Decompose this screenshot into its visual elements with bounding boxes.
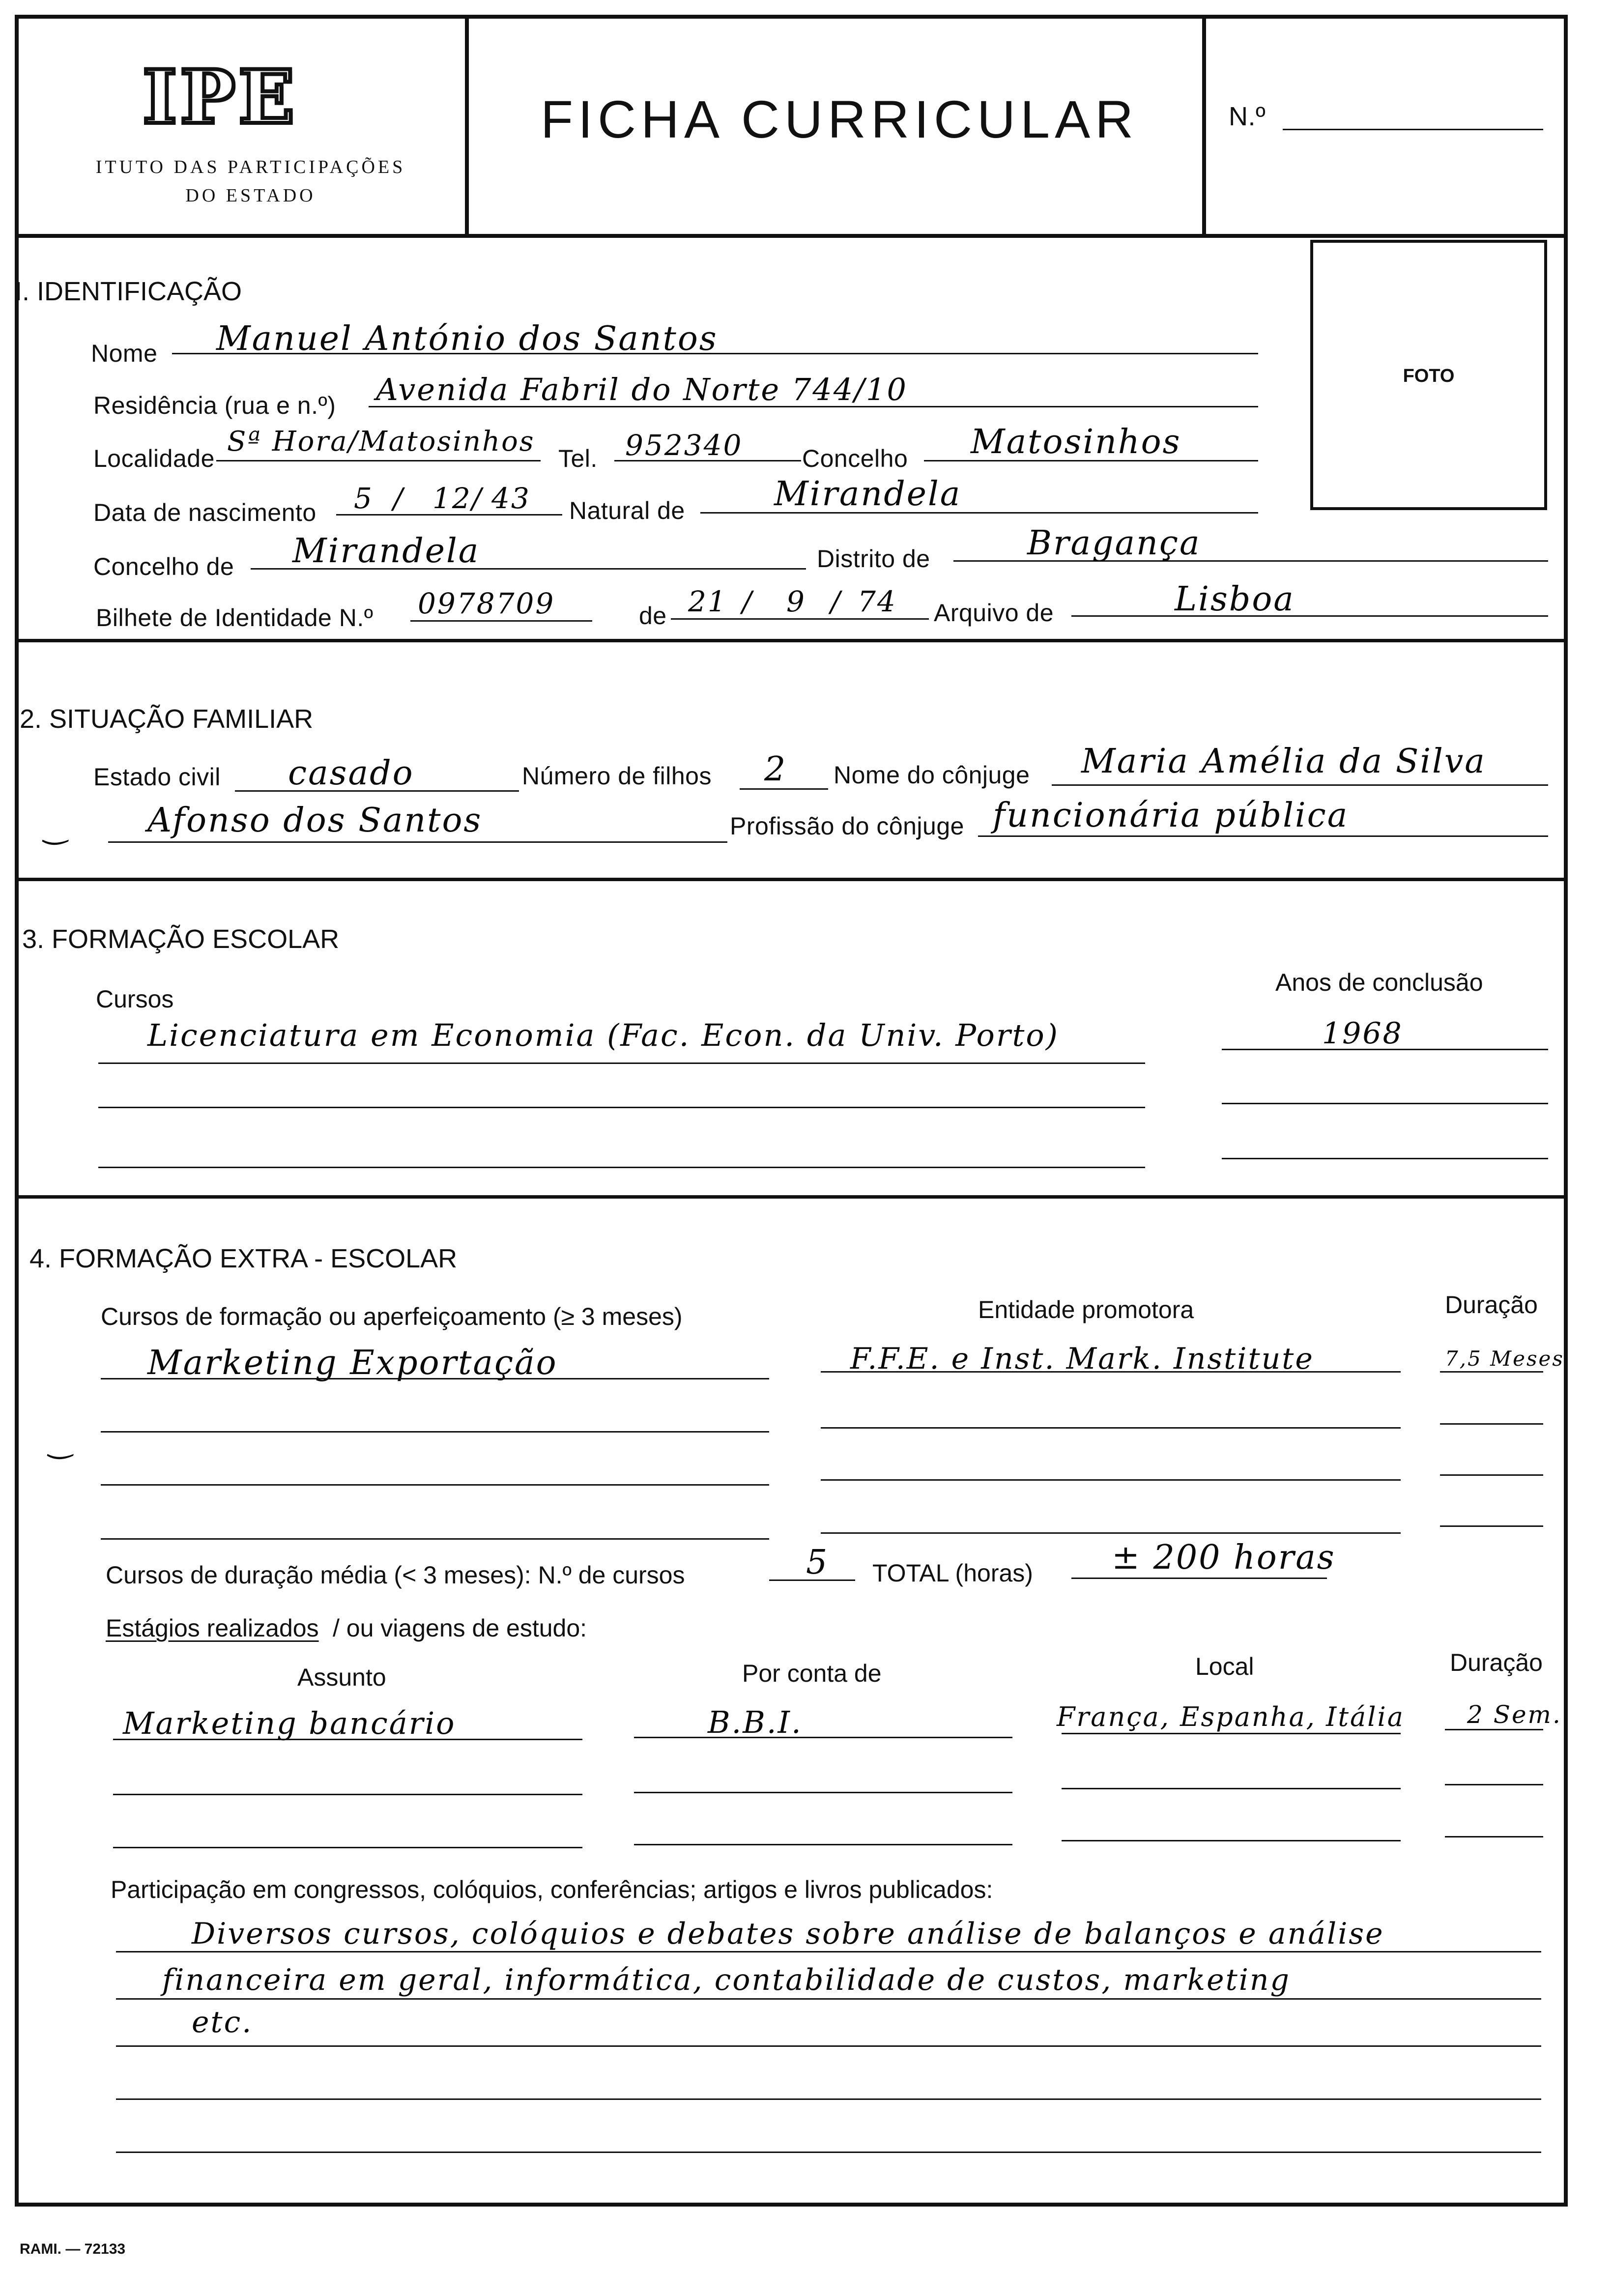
bi-slash-1: / [742,585,753,618]
porconta-line-3 [634,1844,1012,1845]
form-code: RAMI. — 72133 [20,2241,126,2257]
photo-box [1310,240,1547,510]
conjuge-value-2: Afonso dos Santos [147,801,483,840]
curso-escolar-line-1 [98,1062,1145,1064]
header-bottom-rule [15,234,1568,238]
porconta-line-2 [634,1792,1012,1793]
number-label: N.º [1229,102,1266,131]
tel-value: 952340 [625,429,743,462]
formacao-continuation-mark: ‿ [49,1425,75,1460]
local-line-2 [1062,1788,1401,1789]
duracao-line-4 [1440,1525,1543,1527]
duracao2-line-1 [1445,1729,1543,1730]
section-escolar-heading: 3. FORMAÇÃO ESCOLAR [22,924,340,954]
por-conta-label: Por conta de [742,1660,882,1687]
participacao-line-1 [116,1951,1541,1952]
concelho2-label: Concelho de [93,553,234,580]
bi-line [410,620,592,622]
bi-date-line [671,618,929,620]
nascimento-dia: 5 [354,482,374,515]
duracao-line-1 [1440,1371,1543,1373]
curso-formacao-1: Marketing Exportação [147,1344,558,1382]
duracao2-1: 2 Sem. [1467,1700,1562,1729]
participacao-label: Participação em congressos, colóquios, conferências; artigos e livros publicados: [111,1876,993,1903]
duracao-label: Duração [1445,1291,1538,1319]
entidade-line-2 [821,1427,1401,1429]
formacao-line-1 [101,1378,769,1379]
participacao-line-4 [116,2098,1541,2100]
duracao2-line-3 [1445,1836,1543,1837]
porconta-line-1 [634,1737,1012,1738]
curso-escolar-1: Licenciatura em Economia (Fac. Econ. da Univ. Porto) [147,1017,1059,1053]
section-familiar-heading: 2. SITUAÇÃO FAMILIAR [20,704,314,734]
filhos-value: 2 [764,750,787,789]
formacao-line-3 [101,1484,769,1486]
concelho2-value: Mirandela [292,532,480,571]
form-title: FICHA CURRICULAR [541,89,1139,149]
residencia-value: Avenida Fabril do Norte 744/10 [376,372,908,407]
concelho-value: Matosinhos [971,423,1181,461]
entidade-1: F.F.E. e Inst. Mark. Institute [850,1342,1314,1376]
number-line [1283,129,1543,130]
total-horas-line [1071,1578,1327,1579]
header-divider-left [465,15,469,237]
ano-line-1 [1222,1049,1548,1050]
nome-value: Manuel António dos Santos [216,319,718,358]
cursos-formacao-label: Cursos de formação ou aperfeiçoamento (≥ 3 meses) [101,1303,683,1330]
localidade-label: Localidade [93,445,215,472]
bi-dia: 21 [688,585,727,618]
residencia-label: Residência (rua e n.º) [93,392,336,419]
institute-name-line2: DO ESTADO [185,185,316,206]
anos-conclusao-label: Anos de conclusão [1275,969,1483,996]
conjuge-continuation-mark: ‿ [44,811,70,845]
viagens-label: / ou viagens de estudo: [333,1614,587,1642]
cursos-media-label: Cursos de duração média (< 3 meses): N.º de cursos [106,1561,685,1589]
curso-escolar-line-2 [98,1107,1145,1108]
section-identificacao-heading: I. IDENTIFICAÇÃO [15,277,242,306]
assunto-1: Marketing bancário [123,1705,456,1741]
filhos-label: Número de filhos [522,762,712,790]
conjuge-value-1: Maria Amélia da Silva [1081,742,1486,781]
institute-name-line1: ITUTO DAS PARTICIPAÇÕES [95,157,406,177]
ano-conclusao-1: 1968 [1322,1016,1403,1051]
total-horas-value: ± 200 horas [1112,1538,1336,1577]
conjuge-line [1052,784,1548,786]
tel-label: Tel. [558,445,598,472]
conjuge-label: Nome do cônjuge [834,761,1030,789]
formacao-line-4 [101,1538,769,1540]
por-conta-1: B.B.I. [708,1704,803,1740]
profissao-label: Profissão do cônjuge [730,812,964,840]
bi-value: 0978709 [418,587,555,620]
assunto-line-3 [113,1847,582,1848]
nascimento-label: Data de nascimento [93,499,317,526]
photo-label: FOTO [1403,366,1455,386]
bi-label: Bilhete de Identidade N.º [96,604,374,631]
duracao2-line-2 [1445,1784,1543,1785]
formacao-line-2 [101,1431,769,1433]
entidade-line-1 [821,1371,1401,1373]
participacao-line-3 [116,2045,1541,2047]
section1-bottom-rule [15,639,1568,642]
duracao-line-2 [1440,1423,1543,1425]
distrito-label: Distrito de [817,545,930,573]
distrito-value: Bragança [1027,524,1201,563]
bi-de-label: de [639,602,667,630]
participacao-text-3: etc. [192,2005,253,2039]
concelho-label: Concelho [802,445,908,472]
nome-label: Nome [91,340,158,367]
participacao-line-2 [116,1998,1541,2000]
entidade-line-4 [821,1532,1401,1534]
arquivo-line [1071,615,1548,617]
duracao-1: 7,5 Meses [1445,1347,1564,1371]
participacao-text-2: financeira em geral, informática, contabilidade de custos, marketing [162,1963,1291,1997]
nascimento-slash-2: / [472,482,483,515]
local-1: França, Espanha, Itália [1057,1701,1405,1732]
localidade-line [216,460,541,461]
section-extra-heading: 4. FORMAÇÃO EXTRA - ESCOLAR [29,1244,458,1273]
institute-logo: IPE [143,54,298,141]
assunto-line-1 [113,1739,582,1740]
profissao-line [978,835,1548,837]
profissao-value: funcionária pública [993,796,1349,835]
nascimento-mes: 12 [432,482,472,515]
section2-bottom-rule [15,878,1568,881]
local-label: Local [1195,1653,1254,1680]
header-divider-right [1202,15,1206,237]
total-horas-label: TOTAL (horas) [872,1559,1033,1587]
arquivo-label: Arquivo de [934,599,1054,627]
localidade-value: Sª Hora/Matosinhos [227,426,535,458]
bi-mes: 9 [786,585,806,618]
cursos-media-value: 5 [806,1543,829,1582]
nascimento-ano: 43 [491,482,531,515]
assunto-line-2 [113,1794,582,1795]
ano-line-3 [1222,1158,1548,1159]
entidade-promotora-label: Entidade promotora [978,1296,1194,1323]
bi-ano: 74 [858,585,897,618]
bi-slash-2: / [831,585,842,618]
duracao-line-3 [1440,1474,1543,1476]
cursos-escolar-label: Cursos [96,985,174,1013]
ano-line-2 [1222,1103,1548,1104]
arquivo-value: Lisboa [1175,580,1295,619]
assunto-label: Assunto [297,1664,386,1691]
estagios-label: Estágios realizados [106,1614,319,1642]
participacao-text-1: Diversos cursos, colóquios e debates sobre análise de balanços e análise [192,1917,1384,1951]
conjuge-line-2 [108,841,727,843]
section3-bottom-rule [15,1195,1568,1199]
local-line-1 [1062,1733,1401,1734]
nascimento-slash-1: / [393,482,404,515]
local-line-3 [1062,1840,1401,1841]
natural-label: Natural de [569,497,685,524]
estado-civil-value: casado [288,754,414,793]
participacao-line-5 [116,2152,1541,2153]
duracao2-label: Duração [1450,1649,1543,1676]
curso-escolar-line-3 [98,1167,1145,1168]
entidade-line-3 [821,1479,1401,1481]
estado-civil-label: Estado civil [93,763,221,791]
natural-value: Mirandela [774,475,962,514]
